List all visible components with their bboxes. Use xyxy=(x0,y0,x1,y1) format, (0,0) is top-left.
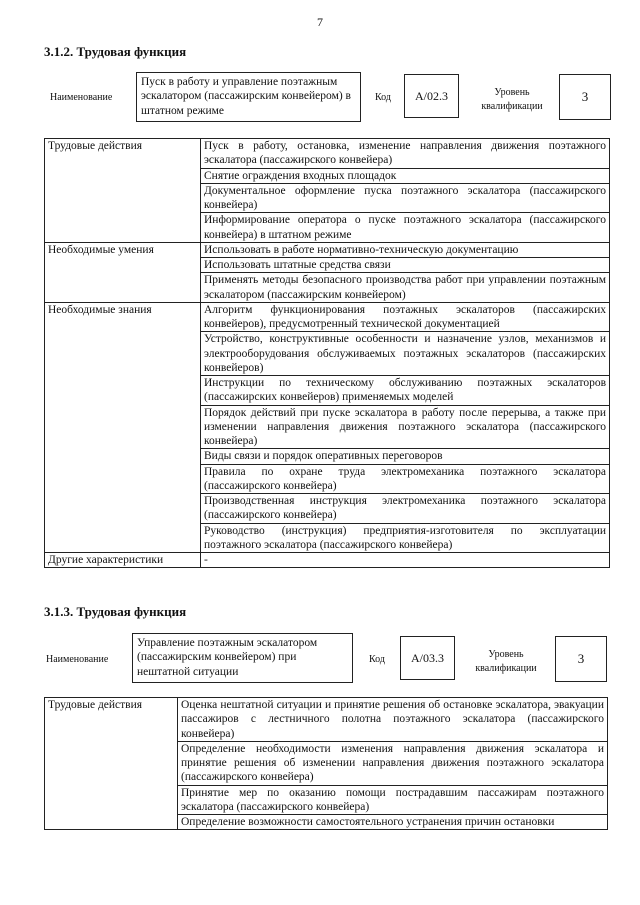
code-label: Код xyxy=(369,654,385,665)
level-label-line1: Уровень xyxy=(494,87,530,98)
function-name-box: Управление поэтажным эскалатором (пассажирским конвейером) при нештатной ситуации xyxy=(132,633,353,683)
item-cell: Порядок действий при пуске эскалатора в работу после перерыва, а также при изменении направления движения поэтажного эскалатора (пассажирского конвейера) xyxy=(201,405,610,449)
level-label-line2: квалификации xyxy=(481,100,543,112)
item-cell: Использовать в работе нормативно-техническую документацию xyxy=(201,242,610,257)
table-row xyxy=(45,553,610,568)
section1-table xyxy=(44,138,610,568)
level-box: 3 xyxy=(555,636,607,682)
code-box: А/03.3 xyxy=(400,636,455,680)
table-row xyxy=(45,302,610,332)
code-box: А/02.3 xyxy=(404,74,459,118)
table-row xyxy=(45,698,608,742)
category-cell: Необходимые умения xyxy=(45,242,201,302)
item-cell: Виды связи и порядок оперативных переговоров xyxy=(201,449,610,464)
page-number: 7 xyxy=(317,15,323,29)
item-cell: - xyxy=(201,553,610,568)
category-cell: Трудовые действия xyxy=(45,139,201,243)
name-label: Наименование xyxy=(50,92,113,103)
item-cell: Производственная инструкция электромеханика поэтажного эскалатора (пассажирского конвейера) xyxy=(201,494,610,524)
item-cell: Применять методы безопасного производства работ при управлении поэтажным эскалатором (пассажирским конвейером) xyxy=(201,273,610,303)
level-label-line2: квалификации xyxy=(475,662,537,674)
level-label xyxy=(472,86,552,113)
item-cell: Оценка нештатной ситуации и принятие решения об остановке эскалатора, эвакуации пассажиров с лестничного полотна поэтажного эскалатора (пассажирского конвейера) xyxy=(178,698,608,742)
table-row xyxy=(45,242,610,257)
category-cell: Другие характеристики xyxy=(45,553,201,568)
item-cell: Инструкции по техническому обслуживанию поэтажных эскалаторов (пассажирских конвейеров) применяемых моделей xyxy=(201,376,610,406)
item-cell: Алгоритм функционирования поэтажных эскалаторов (пассажирских конвейеров), предусмотренный технической документацией xyxy=(201,302,610,332)
function-name-box: Пуск в работу и управление поэтажным эскалатором (пассажирским конвейером) в штатном режиме xyxy=(136,72,361,122)
item-cell: Устройство, конструктивные особенности и назначение узлов, механизмов и электрооборудования обслуживаемых поэтажных эскалаторов (пассажирских конвейеров) xyxy=(201,332,610,376)
level-box: 3 xyxy=(559,74,611,120)
category-cell: Трудовые действия xyxy=(45,698,178,830)
name-label: Наименование xyxy=(46,654,109,665)
item-cell: Информирование оператора о пуске поэтажного эскалатора (пассажирского конвейера) в штатном режиме xyxy=(201,213,610,243)
level-label-line1: Уровень xyxy=(488,649,524,660)
item-cell: Руководство (инструкция) предприятия-изготовителя по эксплуатации поэтажного эскалатора (пассажирского конвейера) xyxy=(201,523,610,553)
code-label: Код xyxy=(375,92,391,103)
section-title: 3.1.3. Трудовая функция xyxy=(44,604,187,619)
table-row xyxy=(45,139,610,169)
level-label xyxy=(466,648,546,675)
item-cell: Документальное оформление пуска поэтажного эскалатора (пассажирского конвейера) xyxy=(201,183,610,213)
section2-table xyxy=(44,697,608,830)
item-cell: Использовать штатные средства связи xyxy=(201,258,610,273)
section-title: 3.1.2. Трудовая функция xyxy=(44,44,187,59)
item-cell: Определение необходимости изменения направления движения эскалатора и принятие решения об изменении направления движения поэтажного эскалатора (пассажирского конвейера) xyxy=(178,741,608,785)
item-cell: Принятие мер по оказанию помощи пострадавшим пассажирам поэтажного эскалатора (пассажирского конвейера) xyxy=(178,785,608,815)
item-cell: Снятие ограждения входных площадок xyxy=(201,168,610,183)
item-cell: Правила по охране труда электромеханика поэтажного эскалатора (пассажирского конвейера) xyxy=(201,464,610,494)
category-cell: Необходимые знания xyxy=(45,302,201,552)
item-cell: Определение возможности самостоятельного устранения причин остановки xyxy=(178,815,608,830)
item-cell: Пуск в работу, остановка, изменение направления движения поэтажного эскалатора (пассажирского конвейера) xyxy=(201,139,610,169)
